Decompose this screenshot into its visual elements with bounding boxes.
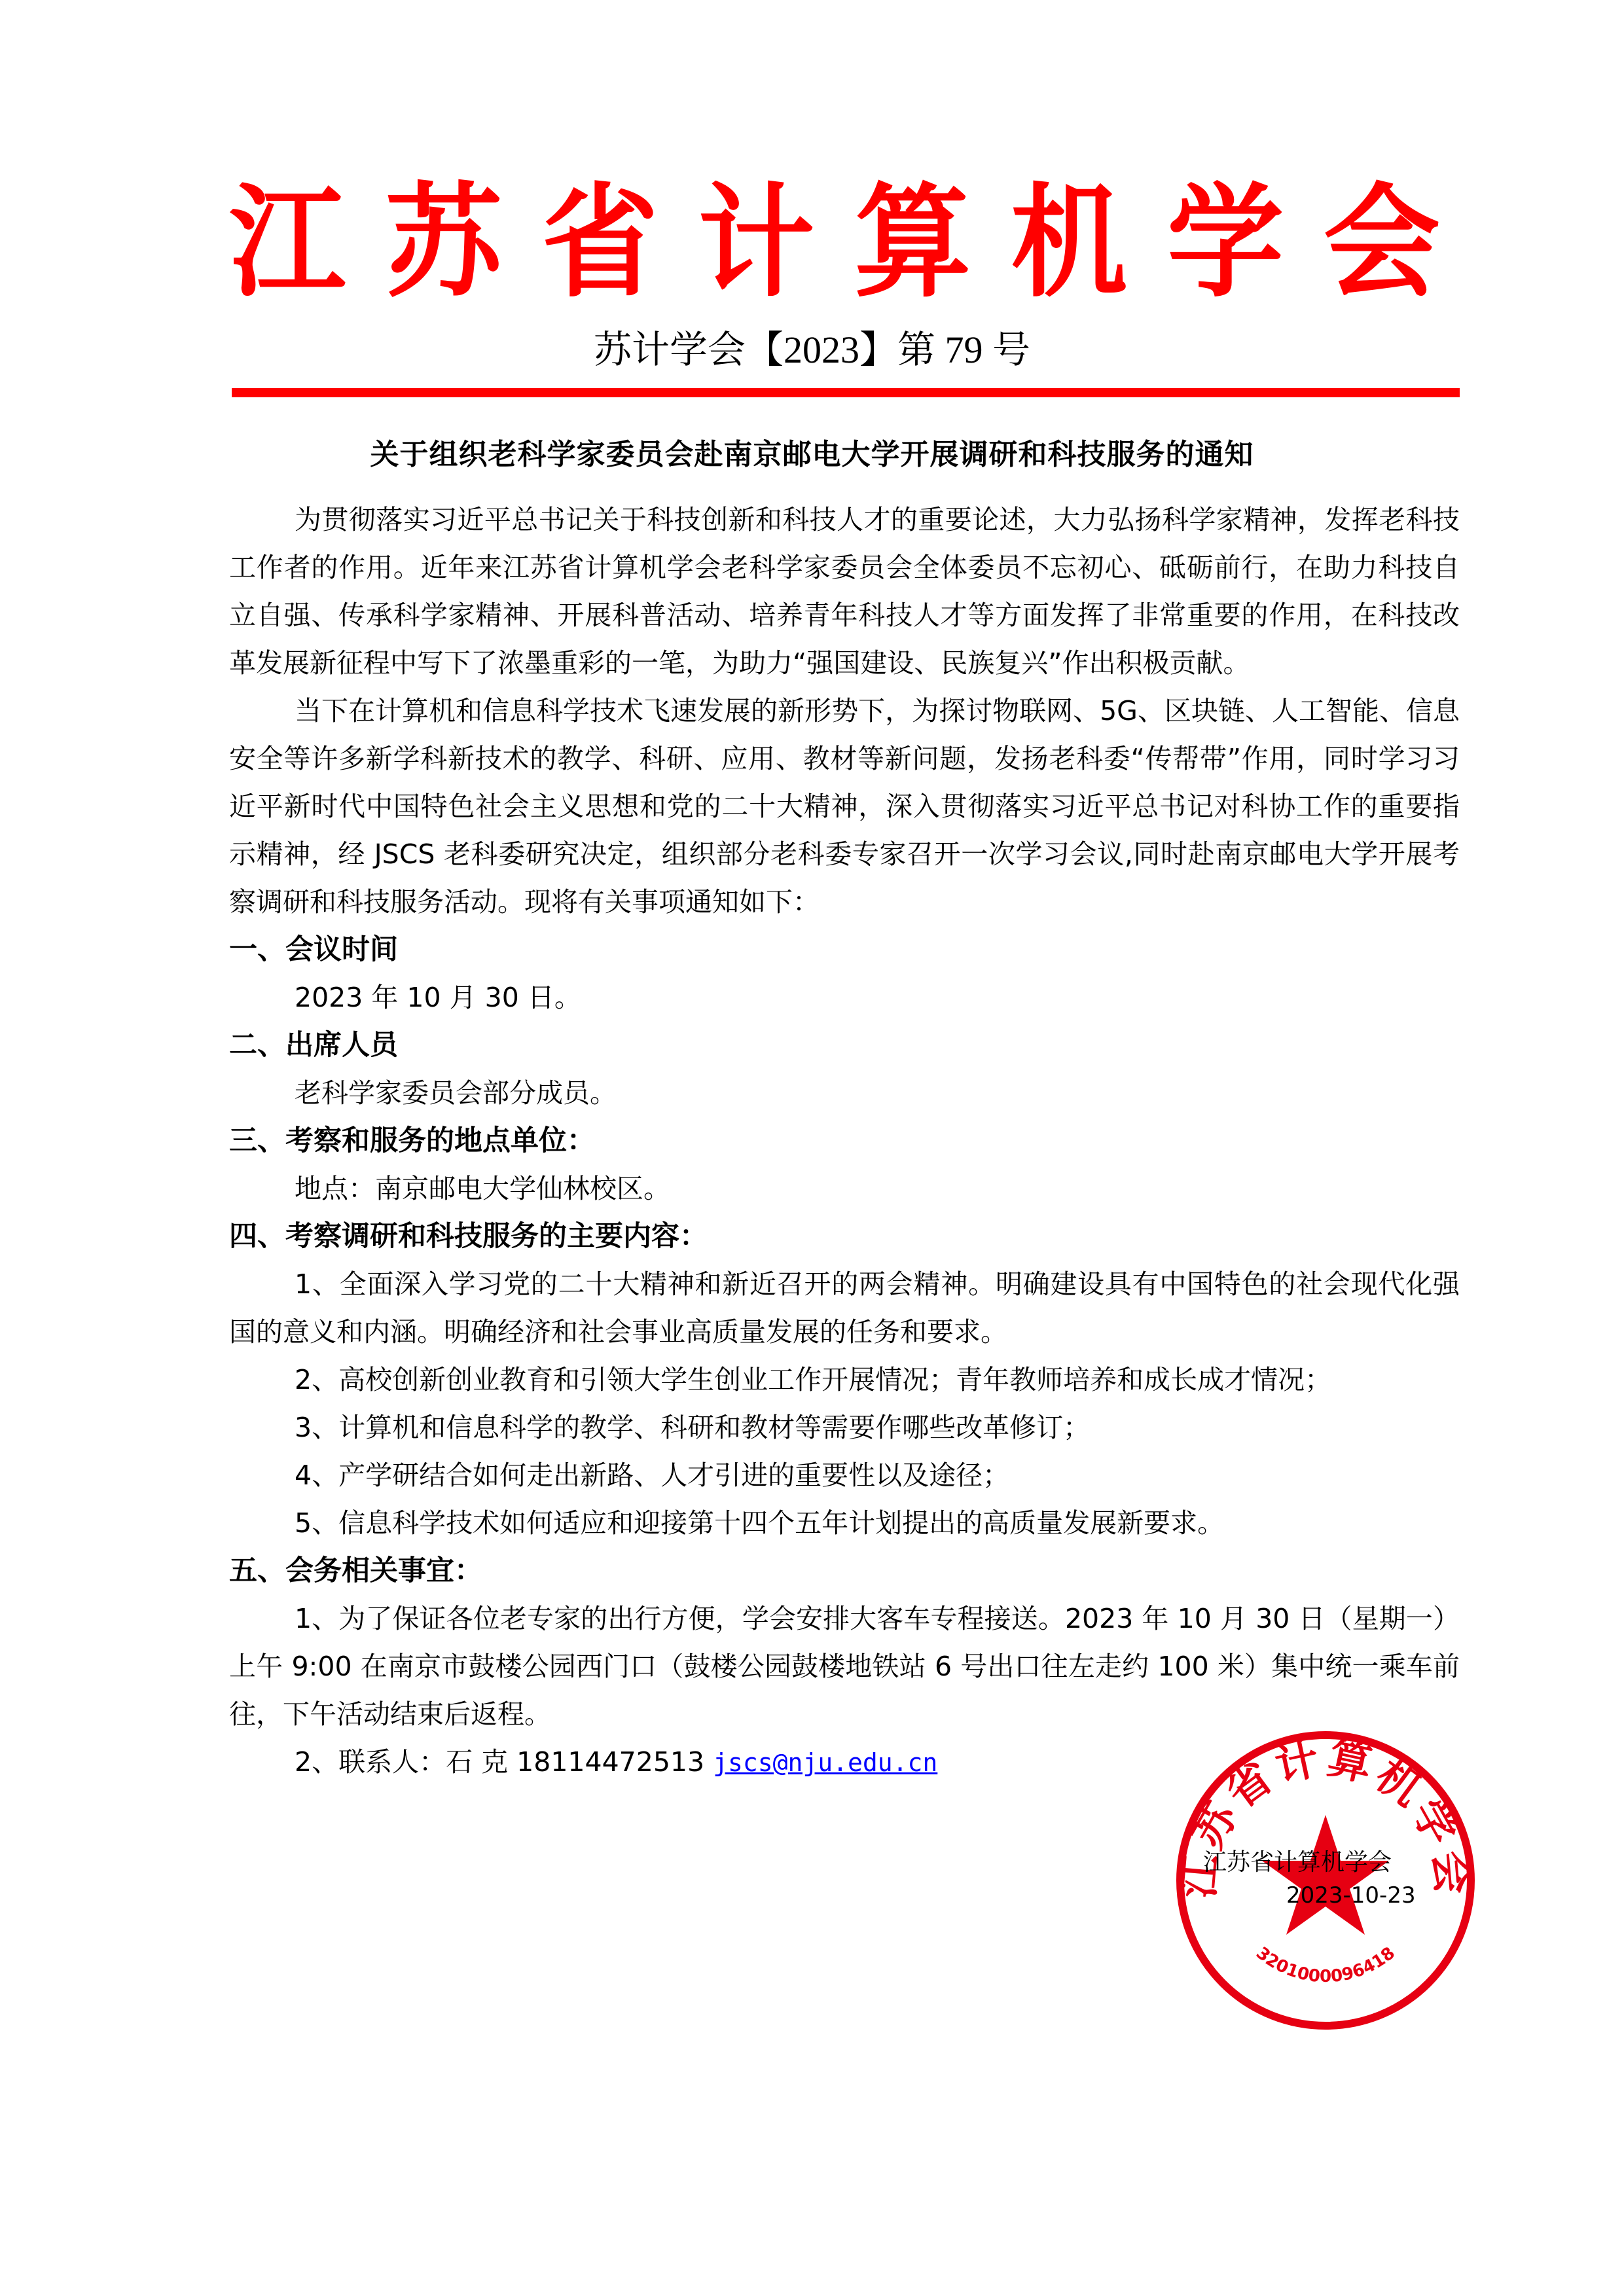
intro-paragraph: 当下在计算机和信息科学技术飞速发展的新形势下，为探讨物联网、5G、区块链、人工智能、信息安全等许多新学科新技术的教学、科研、应用、教材等新问题，发扬老科委“传帮带”作用，同时学习习近平新时代中国特色社会主义思想和党的二十大精神，深入贯彻落实习近平总书记对科协工作的重要指示精神，经 JSCS 老科委研究决定，组织部分老科委专家召开一次学习会议,同时赴南京邮电大学开展考察调研和科技服务活动。现将有关事项通知如下： (229, 695, 1460, 918)
section-item: 3、计算机和信息科学的教学、科研和教材等需要作哪些改革修订； (295, 1412, 1091, 1443)
red-divider (232, 388, 1460, 397)
official-seal (1172, 1727, 1479, 2034)
section-heading-attendees: 二、出席人员 (229, 1029, 398, 1062)
org-letterhead-title (229, 170, 1440, 314)
org-title-char: 算 (854, 170, 971, 314)
section-item: 1、为了保证各位老专家的出行方便，学会安排大客车专程接送。2023 年 10 月 30 日（星期一）上午 9:00 在南京市鼓楼公园西门口（鼓楼公园鼓楼地铁站 6 号出口往左走约 100 米）集中统一乘车前往，下午活动结束后返程。 (229, 1603, 1460, 1730)
org-title-char: 学 (1167, 170, 1284, 314)
section-item: 2、高校创新创业教育和引领大学生创业工作开展情况；青年教师培养和成长成才情况； (295, 1364, 1332, 1395)
section-item: 老科学家委员会部分成员。 (295, 1077, 617, 1109)
section-item: 4、产学研结合如何走出新路、人才引进的重要性以及途径； (295, 1460, 1010, 1491)
org-title-char: 机 (1011, 170, 1128, 314)
section-item: 地点：南京邮电大学仙林校区。 (295, 1173, 670, 1204)
signature-date: 2023-10-23 (1286, 1882, 1416, 1909)
contact-text: 2、联系人：石 克 18114472513 (295, 1746, 713, 1778)
org-title-char: 苏 (385, 170, 502, 314)
contact-email-link[interactable]: jscs@nju.edu.cn (713, 1748, 938, 1777)
notice-body (229, 496, 1460, 1787)
section-heading-location: 三、考察和服务的地点单位： (229, 1124, 595, 1157)
section-item: 2023 年 10 月 30 日。 (295, 982, 581, 1013)
org-title-char: 省 (541, 170, 659, 314)
org-title-char: 计 (698, 170, 815, 314)
section-heading-content: 四、考察调研和科技服务的主要内容： (229, 1220, 708, 1253)
seal-code: 3201000096418 (1252, 1943, 1399, 1987)
seal-ring-text: 江苏省计算机学会 (1172, 1732, 1479, 1900)
notice-subject: 关于组织老科学家委员会赴南京邮电大学开展调研和科技服务的通知 (370, 438, 1254, 471)
document-number: 苏计学会【2023】第 79 号 (593, 329, 1030, 371)
org-title-char: 江 (229, 170, 346, 314)
org-title-char: 会 (1323, 170, 1440, 314)
section-item: 5、信息科学技术如何适应和迎接第十四个五年计划提出的高质量发展新要求。 (295, 1507, 1225, 1539)
section-heading-logistics: 五、会务相关事宜： (229, 1554, 482, 1587)
section-heading-time: 一、会议时间 (229, 933, 398, 966)
signature-org: 江苏省计算机学会 (1203, 1849, 1392, 1876)
section-item: 1、全面深入学习党的二十大精神和新近召开的两会精神。明确建设具有中国特色的社会现代化强国的意义和内涵。明确经济和社会事业高质量发展的任务和要求。 (229, 1268, 1460, 1348)
intro-paragraph: 为贯彻落实习近平总书记关于科技创新和科技人才的重要论述，大力弘扬科学家精神，发挥老科技工作者的作用。近年来江苏省计算机学会老科学家委员会全体委员不忘初心、砥砺前行，在助力科技自立自强、传承科学家精神、开展科普活动、培养青年科技人才等方面发挥了非常重要的作用，在科技改革发展新征程中写下了浓墨重彩的一笔，为助力“强国建设、民族复兴”作出积极贡献。 (229, 504, 1460, 679)
